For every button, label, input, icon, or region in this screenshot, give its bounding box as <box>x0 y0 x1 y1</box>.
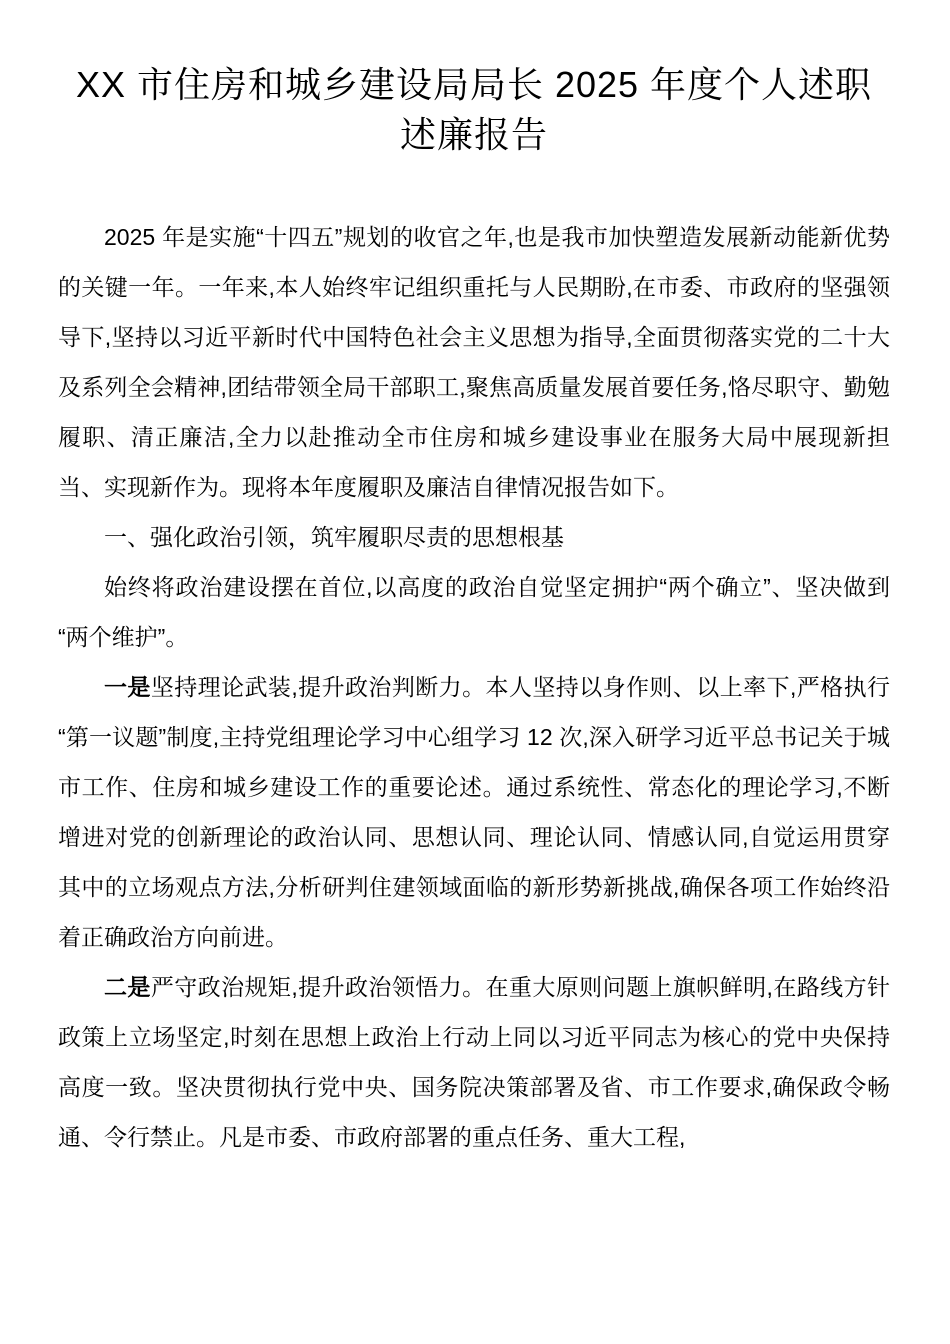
document-title: XX 市住房和城乡建设局局长 2025 年度个人述职述廉报告 <box>75 64 873 155</box>
paragraph: 始终将政治建设摆在首位,以高度的政治自觉坚定拥护“两个确立”、坚决做到“两个维护”。 <box>58 574 890 650</box>
paragraph: 二是严守政治规矩,提升政治领悟力。在重大原则问题上旗帜鲜明,在路线方针政策上立场坚定,时刻在思想上政治上行动上同以习近平同志为核心的党中央保持高度一致。坚决贯彻执行党中央、国务院决策部署及省、市工作要求,确保政令畅通、令行禁止。凡是市委、市政府部署的重点任务、重大工程, <box>58 974 891 1150</box>
paragraph-lead: 二是 <box>104 974 151 1000</box>
paragraph-lead: 一是 <box>104 674 151 700</box>
paragraph: 2025 年是实施“十四五”规划的收官之年,也是我市加快塑造发展新动能新优势的关键一年。一年来,本人始终牢记组织重托与人民期盼,在市委、市政府的坚强领导下,坚持以习近平新时代中国特色社会主义思想为指导,全面贯彻落实党的二十大及系列全会精神,团结带领全局干部职工,聚焦高质量发展首要任务,恪尽职守、勤勉履职、清正廉洁,全力以赴推动全市住房和城乡建设事业在服务大局中展现新担当、实现新作为。现将本年度履职及廉洁自律情况报告如下。 <box>58 224 890 500</box>
paragraph: 一是坚持理论武装,提升政治判断力。本人坚持以身作则、以上率下,严格执行“第一议题”制度,主持党组理论学习中心组学习 12 次,深入研学习近平总书记关于城市工作、住房和城乡建设工作的重要论述。通过系统性、常态化的理论学习,不断增进对党的创新理论的政治认同、思想认同、理论认同、情感认同,自觉运用贯穿其中的立场观点方法,分析研判住建领域面临的新形势新挑战,确保各项工作始终沿着正确政治方向前进。 <box>58 674 891 950</box>
document-body <box>58 212 890 1162</box>
section-heading: 一、强化政治引领，筑牢履职尽责的思想根基 <box>104 524 564 550</box>
